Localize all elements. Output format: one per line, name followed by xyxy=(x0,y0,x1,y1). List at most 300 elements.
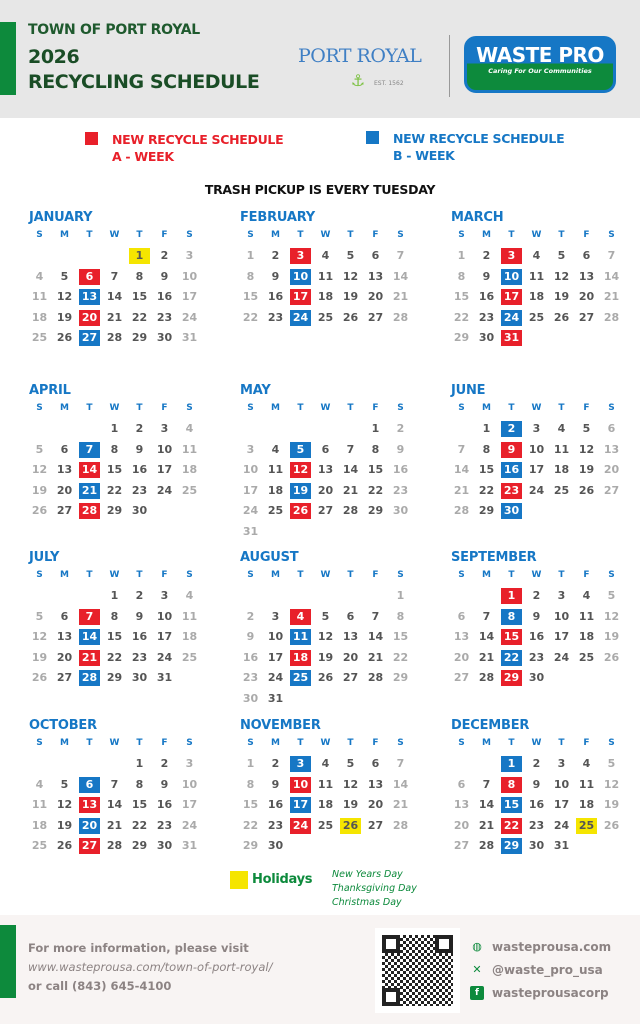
month-name: MARCH xyxy=(451,210,504,225)
day: 18 xyxy=(317,290,334,304)
contact-info xyxy=(28,939,272,996)
day: 16 xyxy=(392,463,409,477)
day-b-week: 27 xyxy=(79,330,100,346)
day: 8 xyxy=(246,777,255,791)
day: 24 xyxy=(553,650,570,664)
day-b-week: 8 xyxy=(501,609,522,625)
day: 6 xyxy=(582,249,591,262)
weekday-header: W xyxy=(109,738,120,748)
day: 19 xyxy=(31,483,48,497)
weekday-header: T xyxy=(297,230,304,240)
weekday-header: S xyxy=(608,738,615,748)
year: 2026 xyxy=(28,46,80,68)
day: 10 xyxy=(181,777,198,791)
day: 23 xyxy=(528,818,545,832)
weekday-header: F xyxy=(161,403,168,413)
day: 14 xyxy=(342,463,359,477)
weekday-header: T xyxy=(297,738,304,748)
day-b-week: 14 xyxy=(79,629,100,645)
weekday-header: M xyxy=(60,230,69,240)
weekday-header: S xyxy=(36,403,43,413)
weekday-header: T xyxy=(347,738,354,748)
footer xyxy=(0,915,640,1024)
day: 19 xyxy=(56,818,73,832)
day: 8 xyxy=(135,269,144,283)
day: 26 xyxy=(56,331,73,345)
day-a-week: 29 xyxy=(501,670,522,686)
weekday-header: S xyxy=(397,738,404,748)
day-a-week: 3 xyxy=(501,248,522,264)
day: 6 xyxy=(457,609,466,623)
day: 22 xyxy=(478,483,495,497)
month-august xyxy=(240,550,430,715)
day: 19 xyxy=(342,290,359,304)
day-b-week: 17 xyxy=(290,797,311,813)
day: 25 xyxy=(528,310,545,324)
weekday-header: M xyxy=(271,570,280,580)
social-web[interactable] xyxy=(470,935,611,958)
weekday-header: S xyxy=(397,570,404,580)
day: 13 xyxy=(317,463,334,477)
day: 9 xyxy=(396,442,405,456)
day: 29 xyxy=(453,331,470,345)
day: 20 xyxy=(603,463,620,477)
day: 18 xyxy=(578,630,595,644)
day: 28 xyxy=(478,839,495,853)
day: 17 xyxy=(181,798,198,812)
month-july xyxy=(29,550,219,715)
day-b-week: 29 xyxy=(501,838,522,854)
phone-text: or call (843) 645-4100 xyxy=(28,979,172,993)
day: 25 xyxy=(317,310,334,324)
day-a-week: 27 xyxy=(79,838,100,854)
day: 24 xyxy=(528,483,545,497)
day: 22 xyxy=(392,650,409,664)
day-b-week: 19 xyxy=(290,483,311,499)
social-text: wasteprousa.com xyxy=(492,939,612,954)
month-february xyxy=(240,210,430,375)
month-name: AUGUST xyxy=(240,550,299,565)
day: 2 xyxy=(160,757,169,770)
day: 5 xyxy=(607,757,616,770)
day: 10 xyxy=(267,630,284,644)
day-holiday: 25 xyxy=(576,818,597,834)
weekday-header: W xyxy=(320,403,331,413)
day: 31 xyxy=(181,331,198,345)
day: 25 xyxy=(181,483,198,497)
day: 29 xyxy=(478,504,495,518)
day: 10 xyxy=(181,269,198,283)
day: 11 xyxy=(528,269,545,283)
day: 15 xyxy=(106,463,123,477)
social-x[interactable] xyxy=(470,958,611,981)
month-may xyxy=(240,383,430,548)
day: 5 xyxy=(346,757,355,770)
day: 9 xyxy=(482,269,491,283)
day: 21 xyxy=(392,798,409,812)
day: 1 xyxy=(246,249,255,262)
day: 1 xyxy=(482,422,491,435)
day-b-week: 10 xyxy=(501,269,522,285)
day: 30 xyxy=(242,692,259,705)
day: 8 xyxy=(371,442,380,456)
day: 14 xyxy=(392,777,409,791)
day: 20 xyxy=(367,290,384,304)
day: 28 xyxy=(106,331,123,345)
day: 27 xyxy=(603,483,620,497)
day: 21 xyxy=(106,818,123,832)
weekday-header: S xyxy=(608,230,615,240)
day: 4 xyxy=(185,589,194,602)
social-facebook[interactable] xyxy=(470,981,611,1004)
day: 3 xyxy=(160,589,169,602)
day: 26 xyxy=(317,671,334,685)
day: 17 xyxy=(267,650,284,664)
day: 11 xyxy=(553,442,570,456)
weekday-header: S xyxy=(247,230,254,240)
weekday-header: W xyxy=(320,738,331,748)
day: 9 xyxy=(160,269,169,283)
day: 27 xyxy=(367,310,384,324)
day: 15 xyxy=(453,290,470,304)
day: 2 xyxy=(482,249,491,262)
day: 11 xyxy=(181,442,198,456)
day: 30 xyxy=(156,331,173,345)
weekday-header: T xyxy=(86,230,93,240)
day: 23 xyxy=(478,310,495,324)
day: 18 xyxy=(31,818,48,832)
weekday-header: F xyxy=(583,738,590,748)
facebook-icon: f xyxy=(470,986,484,1000)
weekday-header: F xyxy=(372,738,379,748)
day: 9 xyxy=(271,269,280,283)
day: 12 xyxy=(56,798,73,812)
weekday-header: M xyxy=(271,738,280,748)
day-b-week: 11 xyxy=(290,629,311,645)
weekday-header: M xyxy=(60,403,69,413)
day: 28 xyxy=(603,310,620,324)
port-royal-logo xyxy=(298,44,438,100)
holiday-list xyxy=(332,868,417,910)
day: 12 xyxy=(31,463,48,477)
day-a-week: 24 xyxy=(290,818,311,834)
day: 14 xyxy=(603,269,620,283)
holiday-item: Thanksgiving Day xyxy=(332,883,417,894)
weekday-header: T xyxy=(86,570,93,580)
day: 9 xyxy=(135,442,144,456)
day: 15 xyxy=(367,463,384,477)
month-june xyxy=(451,383,640,548)
day: 10 xyxy=(242,463,259,477)
weekday-header: T xyxy=(136,403,143,413)
day: 27 xyxy=(453,671,470,685)
day: 15 xyxy=(242,290,259,304)
day-b-week: 13 xyxy=(79,289,100,305)
weekday-header: F xyxy=(372,570,379,580)
day: 19 xyxy=(603,630,620,644)
day: 24 xyxy=(181,310,198,324)
day: 4 xyxy=(271,442,280,456)
weekday-header: S xyxy=(247,403,254,413)
day: 29 xyxy=(392,671,409,685)
day: 13 xyxy=(342,630,359,644)
day: 11 xyxy=(578,777,595,791)
day: 9 xyxy=(246,630,255,644)
day: 24 xyxy=(267,671,284,685)
day: 15 xyxy=(478,463,495,477)
day: 1 xyxy=(110,422,119,435)
day: 29 xyxy=(106,504,123,518)
day: 15 xyxy=(242,798,259,812)
day: 28 xyxy=(453,504,470,518)
weekday-header: M xyxy=(482,738,491,748)
day: 10 xyxy=(553,777,570,791)
day: 28 xyxy=(392,310,409,324)
day: 30 xyxy=(131,504,148,518)
weekday-header: M xyxy=(482,230,491,240)
weekday-header: S xyxy=(36,230,43,240)
day: 6 xyxy=(60,442,69,456)
holidays-label: Holidays xyxy=(252,872,313,887)
day: 19 xyxy=(31,650,48,664)
day-b-week: 24 xyxy=(290,310,311,326)
day: 29 xyxy=(106,671,123,685)
weekday-header: M xyxy=(60,570,69,580)
day: 2 xyxy=(532,589,541,602)
globe-icon: ◍ xyxy=(472,939,482,953)
day: 12 xyxy=(342,777,359,791)
day: 31 xyxy=(181,839,198,853)
weekday-header: W xyxy=(109,403,120,413)
day: 30 xyxy=(156,839,173,853)
day: 30 xyxy=(131,671,148,685)
weekday-header: T xyxy=(347,570,354,580)
day-b-week: 28 xyxy=(79,670,100,686)
day: 2 xyxy=(271,249,280,262)
day: 10 xyxy=(156,442,173,456)
day: 21 xyxy=(367,650,384,664)
day: 7 xyxy=(371,609,380,623)
page-title xyxy=(28,45,259,95)
a-week-label: NEW RECYCLE SCHEDULE xyxy=(112,132,284,147)
day: 27 xyxy=(453,839,470,853)
day: 3 xyxy=(160,422,169,435)
day: 11 xyxy=(31,798,48,812)
weekday-header: T xyxy=(86,738,93,748)
day: 11 xyxy=(31,290,48,304)
day: 13 xyxy=(578,269,595,283)
day: 13 xyxy=(453,630,470,644)
weekday-header: S xyxy=(608,403,615,413)
day: 21 xyxy=(453,483,470,497)
weekday-header: T xyxy=(347,230,354,240)
day: 1 xyxy=(246,757,255,770)
weekday-header: T xyxy=(508,403,515,413)
month-name: JUNE xyxy=(451,383,486,398)
weekday-header: F xyxy=(372,230,379,240)
day: 16 xyxy=(478,290,495,304)
day-a-week: 17 xyxy=(501,289,522,305)
a-week-swatch xyxy=(85,132,98,145)
day: 9 xyxy=(271,777,280,791)
day: 18 xyxy=(553,463,570,477)
day: 26 xyxy=(342,310,359,324)
day: 4 xyxy=(35,777,44,791)
day: 31 xyxy=(553,839,570,853)
day: 10 xyxy=(528,442,545,456)
day: 28 xyxy=(342,504,359,518)
a-week-sub: A - WEEK xyxy=(112,149,174,164)
weekday-header: W xyxy=(109,230,120,240)
weekday-header: W xyxy=(109,570,120,580)
day: 4 xyxy=(321,757,330,770)
weekday-header: S xyxy=(608,570,615,580)
day: 8 xyxy=(396,609,405,623)
anchor-icon: ⚓ xyxy=(350,71,366,90)
day-a-week: 10 xyxy=(290,777,311,793)
day: 14 xyxy=(392,269,409,283)
day: 16 xyxy=(131,463,148,477)
day: 31 xyxy=(267,692,284,705)
day: 7 xyxy=(482,777,491,791)
day: 17 xyxy=(181,290,198,304)
b-week-legend xyxy=(393,130,564,164)
day: 13 xyxy=(367,777,384,791)
day: 22 xyxy=(131,310,148,324)
day: 6 xyxy=(60,609,69,623)
day: 27 xyxy=(56,504,73,518)
day: 5 xyxy=(557,249,566,262)
day: 5 xyxy=(582,422,591,435)
day: 9 xyxy=(532,609,541,623)
waste-pro-tagline: Caring For Our Communities xyxy=(488,67,592,75)
weekday-header: M xyxy=(482,570,491,580)
day: 23 xyxy=(156,818,173,832)
day: 3 xyxy=(185,249,194,262)
day: 23 xyxy=(242,671,259,685)
day: 25 xyxy=(578,650,595,664)
day: 20 xyxy=(56,483,73,497)
day: 28 xyxy=(367,671,384,685)
weekday-header: S xyxy=(247,738,254,748)
day: 17 xyxy=(156,463,173,477)
day: 7 xyxy=(607,249,616,262)
day-a-week: 3 xyxy=(290,248,311,264)
day: 3 xyxy=(185,757,194,770)
day: 15 xyxy=(392,630,409,644)
day: 14 xyxy=(478,630,495,644)
weekday-header: T xyxy=(86,403,93,413)
social-links xyxy=(470,935,611,1004)
day: 23 xyxy=(392,483,409,497)
x-icon: ✕ xyxy=(472,962,482,976)
day-b-week: 1 xyxy=(501,756,522,772)
info-link[interactable]: www.wasteprousa.com/town-of-port-royal/ xyxy=(28,960,273,974)
month-name: DECEMBER xyxy=(451,718,530,733)
day: 14 xyxy=(106,798,123,812)
title: RECYCLING SCHEDULE xyxy=(28,71,260,93)
day-a-week: 15 xyxy=(501,629,522,645)
day-b-week: 7 xyxy=(79,442,100,458)
day: 26 xyxy=(553,310,570,324)
day: 20 xyxy=(578,290,595,304)
divider xyxy=(449,35,450,97)
day: 25 xyxy=(181,650,198,664)
day: 4 xyxy=(321,249,330,262)
day: 30 xyxy=(267,839,284,853)
day: 5 xyxy=(35,442,44,456)
day: 1 xyxy=(371,422,380,435)
qr-code[interactable] xyxy=(375,928,460,1013)
weekday-header: M xyxy=(482,403,491,413)
day: 28 xyxy=(106,839,123,853)
day: 20 xyxy=(342,650,359,664)
holiday-swatch xyxy=(230,871,248,889)
day-a-week: 12 xyxy=(290,462,311,478)
day: 13 xyxy=(367,269,384,283)
day: 11 xyxy=(317,269,334,283)
day: 27 xyxy=(367,818,384,832)
weekday-header: T xyxy=(508,230,515,240)
day: 24 xyxy=(181,818,198,832)
day: 6 xyxy=(371,757,380,770)
day: 16 xyxy=(267,798,284,812)
day: 26 xyxy=(578,483,595,497)
day: 30 xyxy=(392,504,409,518)
day: 6 xyxy=(457,777,466,791)
weekday-header: S xyxy=(186,738,193,748)
month-name: NOVEMBER xyxy=(240,718,321,733)
trash-note: TRASH PICKUP IS EVERY TUESDAY xyxy=(204,182,436,197)
weekday-header: F xyxy=(583,570,590,580)
weekday-header: T xyxy=(508,570,515,580)
day: 29 xyxy=(367,504,384,518)
day: 29 xyxy=(131,839,148,853)
day: 14 xyxy=(478,798,495,812)
day: 15 xyxy=(131,290,148,304)
day-a-week: 17 xyxy=(290,289,311,305)
day: 16 xyxy=(528,630,545,644)
holiday-item: Christmas Day xyxy=(332,897,402,908)
weekday-header: S xyxy=(458,570,465,580)
day: 16 xyxy=(131,630,148,644)
day: 9 xyxy=(135,609,144,623)
day: 29 xyxy=(242,839,259,853)
header xyxy=(0,0,640,118)
weekday-header: S xyxy=(36,738,43,748)
day: 21 xyxy=(603,290,620,304)
day: 14 xyxy=(106,290,123,304)
day: 16 xyxy=(156,798,173,812)
day: 13 xyxy=(56,463,73,477)
day: 14 xyxy=(367,630,384,644)
day: 12 xyxy=(56,290,73,304)
weekday-header: F xyxy=(161,230,168,240)
weekday-header: W xyxy=(531,570,542,580)
day: 22 xyxy=(367,483,384,497)
month-october xyxy=(29,718,219,883)
day: 24 xyxy=(156,650,173,664)
weekday-header: S xyxy=(458,230,465,240)
day: 3 xyxy=(557,757,566,770)
day-a-week: 21 xyxy=(79,650,100,666)
day: 5 xyxy=(346,249,355,262)
day: 12 xyxy=(578,442,595,456)
day: 25 xyxy=(31,331,48,345)
day: 24 xyxy=(156,483,173,497)
day: 20 xyxy=(56,650,73,664)
weekday-header: T xyxy=(558,230,565,240)
